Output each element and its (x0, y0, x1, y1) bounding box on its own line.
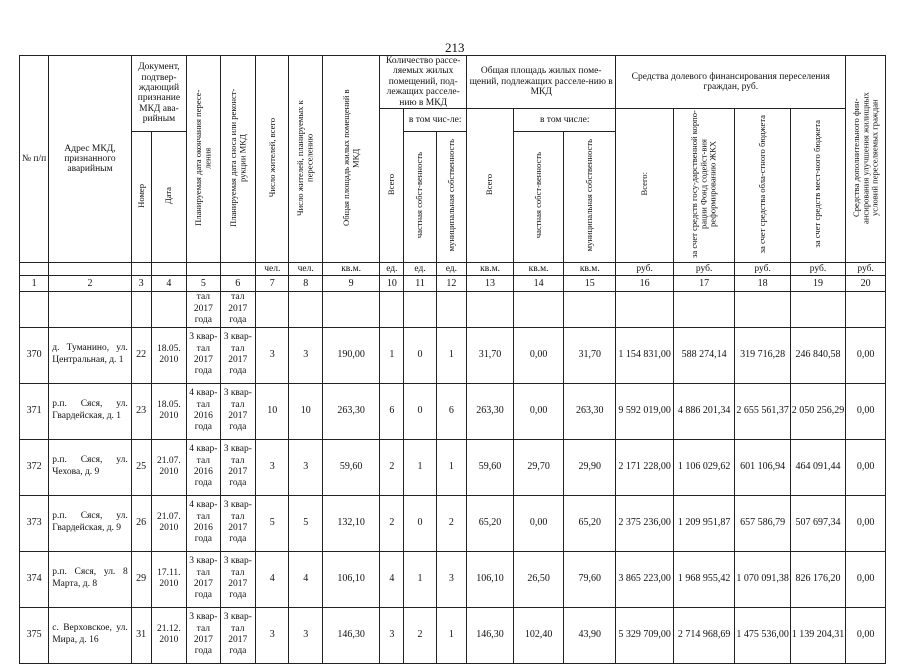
unit-cell: кв.м. (467, 263, 514, 276)
header-rooms-total: Всего (386, 173, 397, 195)
cell-end-date: 4 квар-тал 2016 года (187, 495, 220, 551)
header-rooms: Количество рассе-ляемых жилых помещений, под-лежащих расселе-нию в МКД (380, 56, 467, 109)
cell-rooms-muni: 3 (436, 551, 466, 607)
cell-n: 373 (20, 495, 49, 551)
cell-to-move: 3 (289, 607, 322, 663)
header-funds: Средства долевого финансирования переселения граждан, руб. (616, 56, 846, 109)
header-funds-fund: за счет средств госу-дарственной корпо-рации Фонд содейст-вия реформированию ЖКХ (689, 110, 718, 259)
unit-cell: кв.м. (564, 263, 616, 276)
cell-n: 372 (20, 439, 49, 495)
cell-rooms-private: 0 (404, 495, 436, 551)
cell-extra: 0,00 (846, 383, 886, 439)
header-rooms-muni: муниципальная собственность (445, 139, 456, 252)
cell-extra: 0,00 (846, 327, 886, 383)
header-demolish-date: Планируемая дата сноса или реконст-рукции МКД (227, 88, 247, 227)
cell-funds-region: 657 586,79 (735, 495, 790, 551)
cell-funds-fund: 588 274,14 (673, 327, 735, 383)
cell-funds-total: 2 171 228,00 (616, 439, 673, 495)
cell-area-total: 263,30 (467, 383, 514, 439)
cell-extra: 0,00 (846, 607, 886, 663)
cell-rooms-private: 1 (404, 551, 436, 607)
cell-funds-region: 319 716,28 (735, 327, 790, 383)
cell-n: 370 (20, 327, 49, 383)
cell-area: 59,60 (322, 439, 379, 495)
cell-funds-total: 2 375 236,00 (616, 495, 673, 551)
cell-demolish: 3 квар-тал 2017 года (220, 383, 256, 439)
cell-end-date: 3 квар-тал 2017 года (187, 607, 220, 663)
cell-funds-fund: 1 106 029,62 (673, 439, 735, 495)
cell-area-total: 59,60 (467, 439, 514, 495)
cell-doc-date: 21.07. 2010 (151, 495, 187, 551)
cell-area-muni: 29,90 (564, 439, 616, 495)
header-residents-to-move: Число жителей, планируемых к переселению (295, 99, 315, 216)
cell-funds-region: 1 475 536,00 (735, 607, 790, 663)
table-row (20, 551, 886, 607)
column-number: 7 (256, 276, 289, 292)
unit-cell: чел. (256, 263, 289, 276)
cell-area-muni: 79,60 (564, 551, 616, 607)
cell-n: 375 (20, 607, 49, 663)
cell-address: р.п. Сяся, ул. Гвардейская, д. 1 (49, 383, 132, 439)
cell-rooms-total: 6 (380, 383, 404, 439)
column-number: 1 (20, 276, 49, 292)
header-total-area: Общая площадь жилых помещений в МКД (340, 89, 361, 226)
header-address: Адрес МКД, признанного аварийным (49, 56, 132, 263)
cell-to-move: 4 (289, 551, 322, 607)
table-row (20, 327, 886, 383)
cell-demolish: 3 квар-тал 2017 года (220, 439, 256, 495)
table-row (20, 607, 886, 663)
cell-funds-fund: 1 209 951,87 (673, 495, 735, 551)
cell-demolish: 3 квар-тал 2017 года (220, 607, 256, 663)
cell-rooms-total: 1 (380, 327, 404, 383)
cell-address: р.п. Сяся, ул. Гвардейская, д. 9 (49, 495, 132, 551)
cell-address: р.п. Сяся, ул. Чехова, д. 9 (49, 439, 132, 495)
cell-area: 106,10 (322, 551, 379, 607)
cell-residents: 3 (256, 327, 289, 383)
column-number: 16 (616, 276, 673, 292)
column-number: 20 (846, 276, 886, 292)
column-number: 5 (187, 276, 220, 292)
header-extra-funding: Средства дополнительного фин-ансирования улучшения жилищных условий переселяемых граждан (850, 91, 880, 224)
continuation-end-date: тал 2017 года (187, 292, 220, 327)
cell-rooms-private: 2 (404, 607, 436, 663)
header-residents: Число жителей, всего (266, 118, 277, 198)
cell-demolish: 3 квар-тал 2017 года (220, 495, 256, 551)
cell-funds-total: 3 865 223,00 (616, 551, 673, 607)
cell-area: 132,10 (322, 495, 379, 551)
cell-residents: 3 (256, 439, 289, 495)
cell-doc-date: 21.07. 2010 (151, 439, 187, 495)
cell-address: д. Туманино, ул. Центральная, д. 1 (49, 327, 132, 383)
cell-funds-local: 507 697,34 (790, 495, 845, 551)
column-number: 2 (49, 276, 132, 292)
cell-rooms-private: 1 (404, 439, 436, 495)
unit-cell: ед. (380, 263, 404, 276)
cell-doc-no: 23 (131, 383, 151, 439)
cell-residents: 3 (256, 607, 289, 663)
cell-area-private: 0,00 (514, 383, 564, 439)
cell-doc-no: 25 (131, 439, 151, 495)
cell-area-private: 0,00 (514, 495, 564, 551)
column-number-row (20, 276, 886, 292)
cell-rooms-muni: 1 (436, 327, 466, 383)
cell-residents: 4 (256, 551, 289, 607)
cell-area: 263,30 (322, 383, 379, 439)
unit-cell: кв.м. (322, 263, 379, 276)
cell-area: 146,30 (322, 607, 379, 663)
cell-area-private: 26,50 (514, 551, 564, 607)
unit-cell: руб. (673, 263, 735, 276)
cell-funds-fund: 2 714 968,69 (673, 607, 735, 663)
cell-rooms-private: 0 (404, 383, 436, 439)
column-number: 18 (735, 276, 790, 292)
cell-n: 374 (20, 551, 49, 607)
header-area-private: частная собст-венность (532, 152, 543, 239)
cell-area-private: 29,70 (514, 439, 564, 495)
cell-funds-region: 1 070 091,38 (735, 551, 790, 607)
cell-extra: 0,00 (846, 439, 886, 495)
header-funds-total: Всего: (638, 172, 649, 196)
cell-area-muni: 65,20 (564, 495, 616, 551)
cell-rooms-muni: 6 (436, 383, 466, 439)
cell-funds-fund: 1 968 955,42 (673, 551, 735, 607)
cell-rooms-muni: 1 (436, 607, 466, 663)
cell-doc-no: 22 (131, 327, 151, 383)
cell-area-total: 106,10 (467, 551, 514, 607)
unit-cell: руб. (616, 263, 673, 276)
cell-funds-region: 2 655 561,37 (735, 383, 790, 439)
unit-cell: ед. (404, 263, 436, 276)
cell-rooms-private: 0 (404, 327, 436, 383)
cell-funds-local: 246 840,58 (790, 327, 845, 383)
cell-doc-date: 21.12. 2010 (151, 607, 187, 663)
cell-area-private: 0,00 (514, 327, 564, 383)
column-number: 11 (404, 276, 436, 292)
header-area-incl: в том числе: (514, 109, 616, 132)
cell-funds-local: 1 139 204,31 (790, 607, 845, 663)
unit-cell: чел. (289, 263, 322, 276)
cell-rooms-total: 4 (380, 551, 404, 607)
cell-area-total: 31,70 (467, 327, 514, 383)
header-document: Документ, подтвер-ждающий признание МКД ава-рийным (131, 56, 186, 132)
cell-address: с. Верховское, ул. Мира, д. 16 (49, 607, 132, 663)
header-rooms-private: частная собст-венность (414, 152, 425, 239)
cell-doc-date: 18.05. 2010 (151, 327, 187, 383)
cell-to-move: 10 (289, 383, 322, 439)
cell-area-muni: 43,90 (564, 607, 616, 663)
cell-residents: 5 (256, 495, 289, 551)
cell-rooms-total: 2 (380, 439, 404, 495)
unit-cell: кв.м. (514, 263, 564, 276)
column-number: 9 (322, 276, 379, 292)
column-number: 15 (564, 276, 616, 292)
cell-funds-local: 464 091,44 (790, 439, 845, 495)
table-row (20, 495, 886, 551)
header-area-total: Всего (484, 173, 495, 195)
column-number: 8 (289, 276, 322, 292)
cell-address: р.п. Сяся, ул. 8 Марта, д. 8 (49, 551, 132, 607)
cell-extra: 0,00 (846, 495, 886, 551)
header-area-muni: муниципальная собственность (584, 139, 595, 252)
page-number: 213 (445, 40, 465, 55)
column-number: 10 (380, 276, 404, 292)
cell-rooms-muni: 2 (436, 495, 466, 551)
cell-funds-total: 1 154 831,00 (616, 327, 673, 383)
header-doc-number: Номер (135, 183, 146, 208)
column-number: 17 (673, 276, 735, 292)
cell-demolish: 3 квар-тал 2017 года (220, 327, 256, 383)
cell-area-total: 146,30 (467, 607, 514, 663)
cell-funds-local: 2 050 256,29 (790, 383, 845, 439)
cell-to-move: 5 (289, 495, 322, 551)
cell-doc-no: 31 (131, 607, 151, 663)
cell-doc-no: 29 (131, 551, 151, 607)
cell-to-move: 3 (289, 327, 322, 383)
cell-area-muni: 31,70 (564, 327, 616, 383)
cell-end-date: 4 квар-тал 2016 года (187, 383, 220, 439)
header-rooms-incl: в том чис-ле: (404, 109, 467, 132)
column-number: 3 (131, 276, 151, 292)
cell-area-muni: 263,30 (564, 383, 616, 439)
cell-to-move: 3 (289, 439, 322, 495)
cell-area-total: 65,20 (467, 495, 514, 551)
header-area: Общая площадь жилых поме-щений, подлежащих расселе-нию в МКД (467, 56, 616, 109)
unit-cell: ед. (436, 263, 466, 276)
column-number: 12 (436, 276, 466, 292)
header-doc-date: Дата (163, 186, 174, 205)
resettlement-table (19, 55, 886, 664)
cell-end-date: 3 квар-тал 2017 года (187, 327, 220, 383)
table-row (20, 439, 886, 495)
cell-end-date: 4 квар-тал 2016 года (187, 439, 220, 495)
cell-doc-date: 18.05. 2010 (151, 383, 187, 439)
column-number: 4 (151, 276, 187, 292)
cell-area-private: 102,40 (514, 607, 564, 663)
unit-cell: руб. (735, 263, 790, 276)
cell-extra: 0,00 (846, 551, 886, 607)
header-end-date: Планируемая дата окончания пересе-ления (193, 89, 213, 226)
header-num: № п/п (20, 56, 49, 263)
cell-funds-local: 826 176,20 (790, 551, 845, 607)
cell-funds-fund: 4 886 201,34 (673, 383, 735, 439)
column-number: 6 (220, 276, 256, 292)
cell-doc-date: 17.11. 2010 (151, 551, 187, 607)
cell-rooms-total: 3 (380, 607, 404, 663)
unit-cell: руб. (846, 263, 886, 276)
cell-funds-total: 5 329 709,00 (616, 607, 673, 663)
column-number: 14 (514, 276, 564, 292)
cell-area: 190,00 (322, 327, 379, 383)
cell-rooms-muni: 1 (436, 439, 466, 495)
cell-n: 371 (20, 383, 49, 439)
header-funds-region: за счет средства обла-стного бюджета (756, 114, 767, 254)
header-funds-local: за счет средств мест-ного бюджета (812, 120, 823, 248)
cell-rooms-total: 2 (380, 495, 404, 551)
continuation-demolish-date: тал 2017 года (220, 292, 256, 327)
column-number: 19 (790, 276, 845, 292)
table-row (20, 383, 886, 439)
cell-doc-no: 26 (131, 495, 151, 551)
cell-funds-region: 601 106,94 (735, 439, 790, 495)
column-number: 13 (467, 276, 514, 292)
continuation-row (20, 292, 886, 327)
cell-demolish: 3 квар-тал 2017 года (220, 551, 256, 607)
unit-cell: руб. (790, 263, 845, 276)
cell-funds-total: 9 592 019,00 (616, 383, 673, 439)
cell-end-date: 3 квар-тал 2017 года (187, 551, 220, 607)
cell-residents: 10 (256, 383, 289, 439)
